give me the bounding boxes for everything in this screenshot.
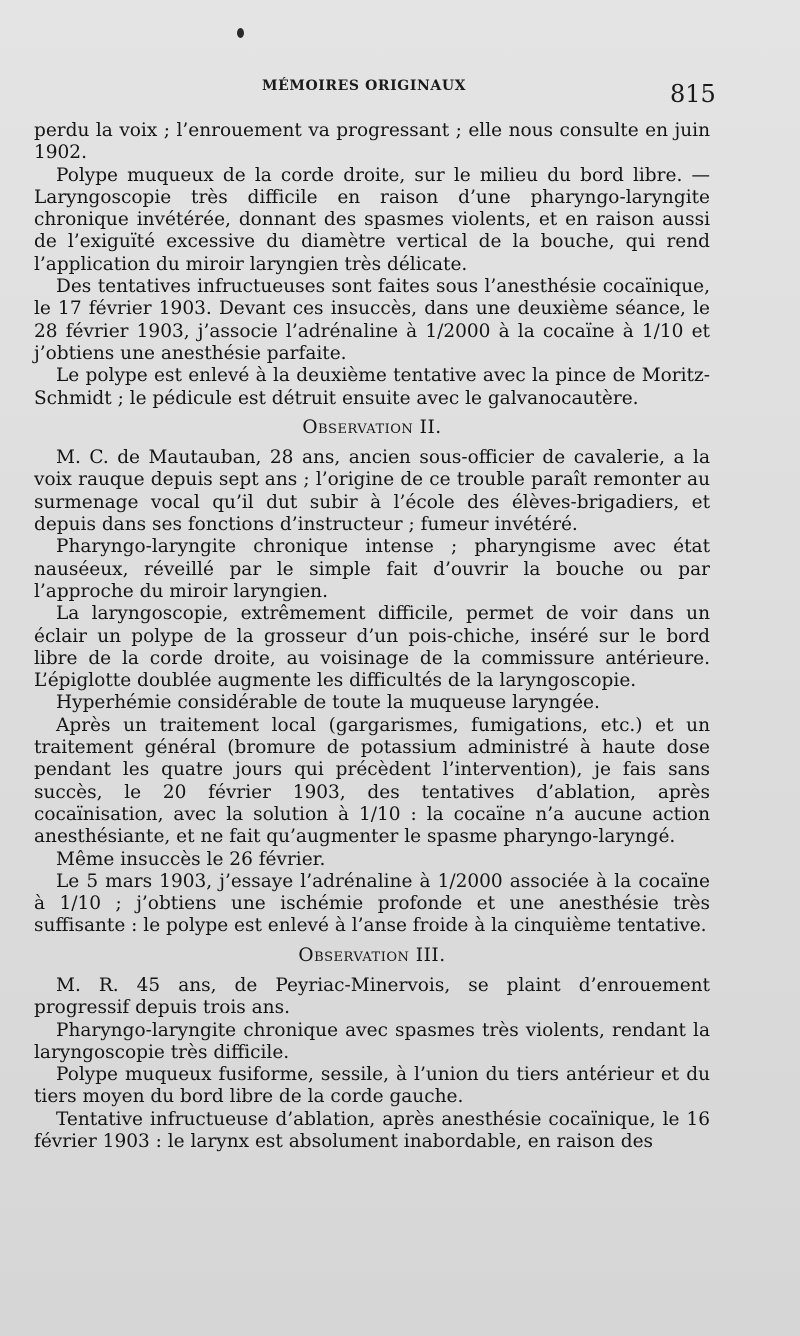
paragraph: Hyperhémie considérable de toute la muqueuse laryngée. <box>56 692 600 714</box>
paragraph: Après un traitement local (gargarismes, fumigations, etc.) et un traitement général (bromure de potassium administré à haute dose pendant les quatre jours qui précèdent l’intervention), je fais sans succès, le 20 février 1903, des tentatives d’ablation, après cocaïnisation, avec la solution à 1/10 : la cocaïne n’a aucune action anesthésiante, et ne fait qu’augmenter le spasme pharyngo-laryngé. <box>34 714 710 848</box>
paragraph: La laryngoscopie, extrêmement difficile, permet de voir dans un éclair un polype de la grosseur d’un pois-chiche, inséré sur le bord libre de la corde droite, au voisinage de la commissure antérieure. L’épiglotte doublée augmente les difficultés de la laryngoscopie. <box>34 603 710 692</box>
paragraph: Le 5 mars 1903, j’essaye l’adrénaline à 1/2000 associée à la cocaïne à 1/10 ; j’obtiens une ischémie profonde et une anesthésie très suffisante : le polype est enlevé à l’anse froide à la cinquième tentative. <box>34 870 710 937</box>
paragraph: Pharyngo-laryngite chronique avec spasmes très violents, rendant la laryngoscopie très difficile. <box>34 1019 710 1063</box>
observation-3-heading: Observation III. <box>298 944 446 966</box>
page-number: 815 <box>670 80 716 108</box>
paragraph: Même insuccès le 26 février. <box>56 848 326 870</box>
body-text <box>34 120 710 1153</box>
paragraph: Polype muqueux de la corde droite, sur le milieu du bord libre. — Laryngoscopie très difficile en raison d’une pharyngo-laryngite chronique invétérée, donnant des spasmes violents, et en raison aussi de l’exiguïté excessive du diamètre vertical de la bouche, qui rend l’application du miroir laryngien très délicate. <box>34 164 710 275</box>
paragraph: Pharyngo-laryngite chronique intense ; pharyngisme avec état nauséeux, réveillé par le simple fait d’ouvrir la bouche ou par l’approche du miroir laryngien. <box>34 536 710 602</box>
paragraph: Tentative infructueuse d’ablation, après anesthésie cocaïnique, le 16 février 1903 : le larynx est absolument inabordable, en raison des <box>34 1108 710 1153</box>
paragraph: M. C. de Mautauban, 28 ans, ancien sous-officier de cavalerie, a la voix rauque depuis sept ans ; l’origine de ce trouble paraît remonter au surmenage vocal qu’il dut subir à l’école des élèves-brigadiers, et depuis dans ses fonctions d’instructeur ; fumeur invétéré. <box>34 447 710 536</box>
observation-2-heading: Observation II. <box>302 416 442 438</box>
paragraph: Polype muqueux fusiforme, sessile, à l’union du tiers antérieur et du tiers moyen du bord libre de la corde gauche. <box>34 1064 710 1108</box>
ink-spot <box>237 28 244 38</box>
paragraph: perdu la voix ; l’enrouement va progressant ; elle nous consulte en juin 1902. <box>34 120 710 164</box>
paragraph: Des tentatives infructueuses sont faites sous l’anesthésie cocaïnique, le 17 février 1903. Devant ces insuccès, dans une deuxième séance, le 28 février 1903, j’associe l’adrénaline à 1/2000 à la cocaïne à 1/10 et j’obtiens une anesthésie parfaite. <box>34 276 710 364</box>
paragraph: M. R. 45 ans, de Peyriac-Minervois, se plaint d’enrouement progressif depuis trois ans. <box>34 974 710 1019</box>
running-title: MÉMOIRES ORIGINAUX <box>262 78 467 94</box>
paragraph: Le polype est enlevé à la deuxième tentative avec la pince de Moritz-Schmidt ; le pédicule est détruit ensuite avec le galvanocautère. <box>34 365 710 409</box>
